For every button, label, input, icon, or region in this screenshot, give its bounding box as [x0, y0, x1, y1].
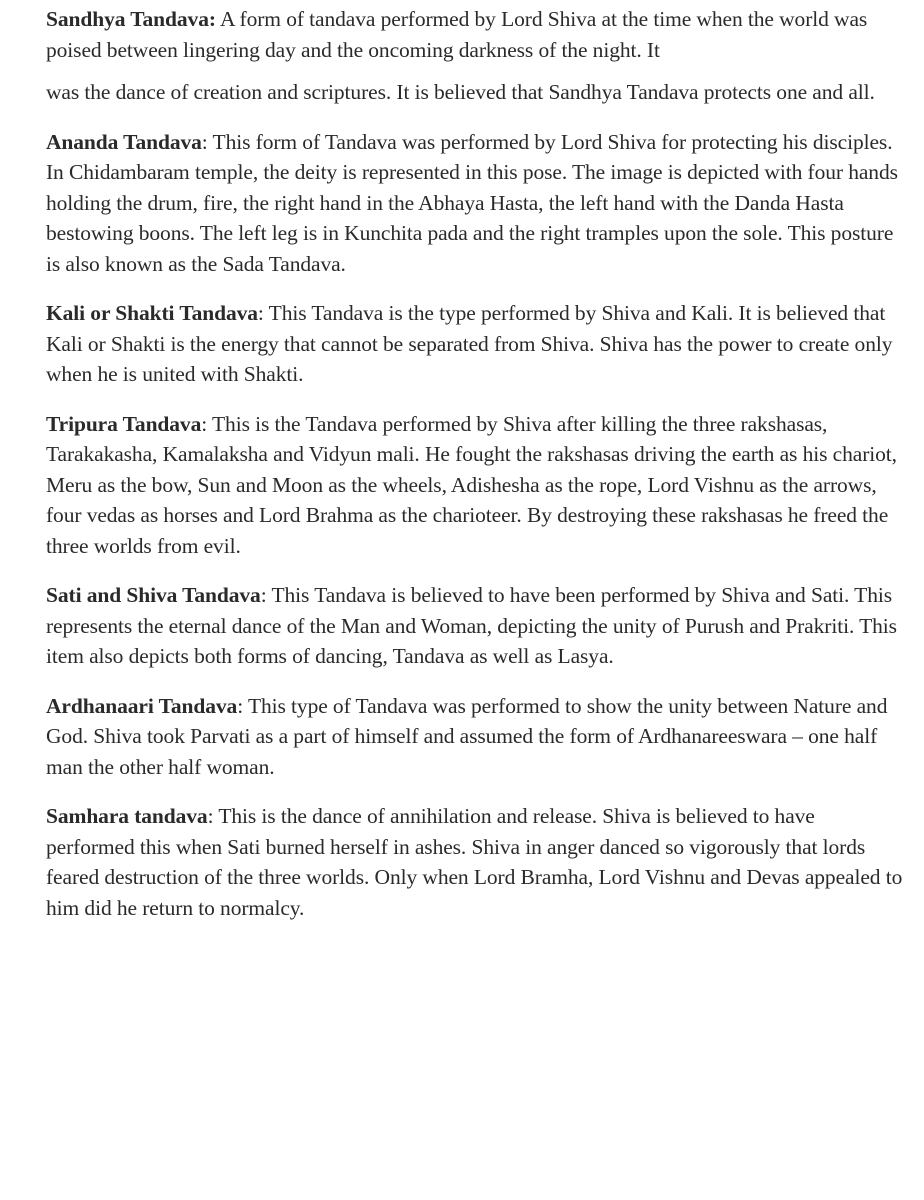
- paragraph-tripura-tandava: [46, 409, 906, 562]
- paragraph-sati-shiva-tandava: [46, 580, 906, 672]
- paragraph-text: : This form of Tandava was performed by Lord Shiva for protecting his disciples. In Chidambaram temple, the deity is represented in this pose. The image is depicted with four hands holding the drum, fire, the right hand in the Abhaya Hasta, the left hand with the Danda Hasta bestowing boons. The left leg is in Kunchita pada and the right tramples upon the sole. This posture is also known as the Sada Tandava.: [46, 129, 898, 276]
- paragraph-kali-shakti-tandava: [46, 298, 906, 390]
- paragraph-sandhya-tandava: [46, 4, 906, 65]
- paragraph-text: : This Tandava is the type performed by Shiva and Kali. It is believed that Kali or Shakti is the energy that cannot be separated from Shiva. Shiva has the power to create only when he is united with Shakti.: [46, 301, 893, 386]
- term-kali-shakti-tandava: Kali or Shakti Tandava: [46, 301, 258, 325]
- paragraph-text: : This Tandava is believed to have been performed by Shiva and Sati. This represents the eternal dance of the Man and Woman, depicting the unity of Purush and Prakriti. This item also depicts both forms of dancing, Tandava as well as Lasya.: [46, 583, 897, 668]
- paragraph-samhara-tandava: [46, 801, 906, 923]
- paragraph-text: : This is the dance of annihilation and release. Shiva is believed to have performed this when Sati burned herself in ashes. Shiva in anger danced so vigorously that lords feared destruction of the three worlds. Only when Lord Bramha, Lord Vishnu and Devas appealed to him did he return to normalcy.: [46, 804, 903, 920]
- paragraph-ardhanaari-tandava: [46, 691, 906, 783]
- document-page: [46, 4, 906, 923]
- paragraph-text: : This type of Tandava was performed to show the unity between Nature and God. Shiva took Parvati as a part of himself and assumed the form of Ardhanareeswara – one half man the other half woman.: [46, 693, 888, 779]
- paragraph-text: A form of tandava performed by Lord Shiva at the time when the world was poised between lingering day and the oncoming darkness of the night. It: [46, 7, 868, 62]
- term-ardhanaari-tandava: Ardhanaari Tandava: [46, 693, 238, 718]
- term-tripura-tandava: Tripura Tandava: [46, 411, 202, 436]
- paragraph-text: : This is the Tandava performed by Shiva after killing the three rakshasas, Tarakakasha, Kamalaksha and Vidyun mali. He fought the rakshasas driving the earth as his chariot, Meru as the bow, Sun and Moon as the wheels, Adishesha as the rope, Lord Vishnu as the arrows, four vedas as horses and Lord Brahma as the charioteer. By destroying these rakshasas he freed the three worlds from evil.: [46, 411, 897, 558]
- term-sati-shiva-tandava: Sati and Shiva Tandava: [46, 583, 261, 607]
- paragraph-text: was the dance of creation and scriptures. It is believed that Sandhya Tandava protects one and all.: [46, 80, 875, 104]
- term-sandhya-tandava: Sandhya Tandava:: [46, 7, 216, 31]
- term-samhara-tandava: Samhara tandava: [46, 804, 208, 828]
- paragraph-sandhya-tandava-continued: [46, 77, 906, 108]
- term-ananda-tandava: Ananda Tandava: [46, 129, 202, 154]
- paragraph-ananda-tandava: [46, 127, 906, 280]
